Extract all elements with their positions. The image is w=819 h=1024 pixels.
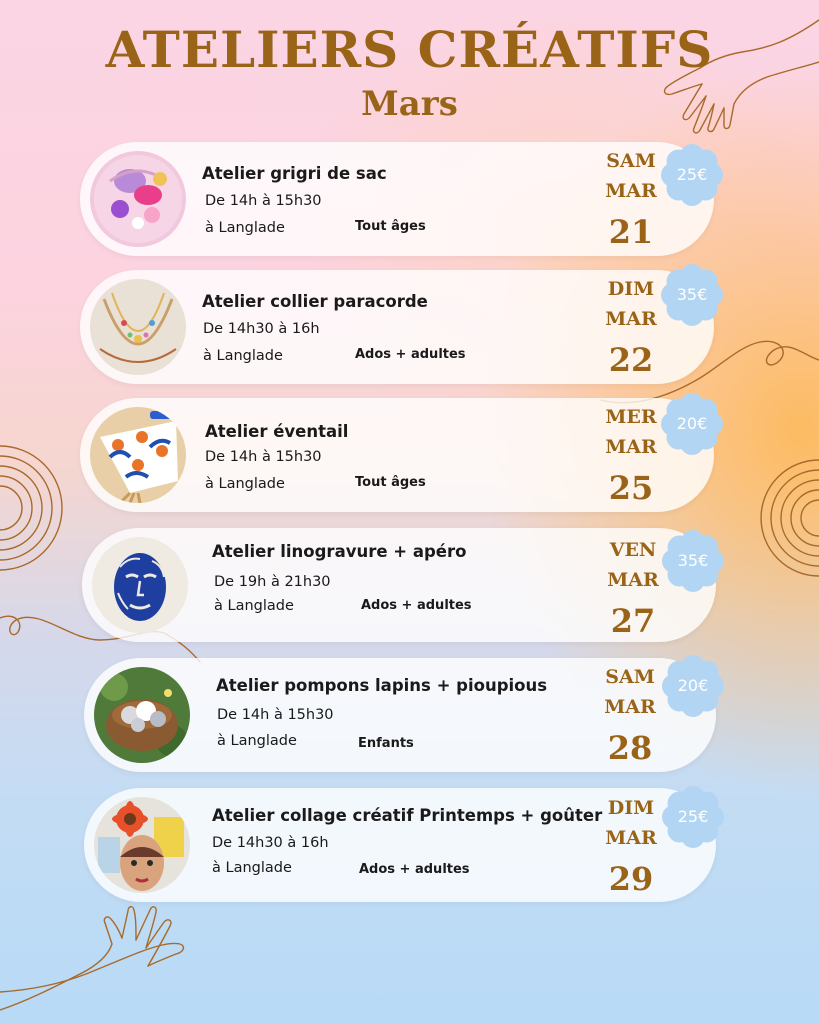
price-label: 20€: [677, 676, 709, 695]
concentric-arcs-left: [0, 446, 62, 570]
price-label: 25€: [677, 807, 709, 826]
price-badge: [661, 144, 723, 206]
date-day: 29: [608, 860, 654, 898]
workshop-age: Tout âges: [355, 219, 426, 234]
price-badge: [662, 655, 724, 717]
workshop-place: à Langlade: [214, 598, 294, 614]
workshop-age: Ados + adultes: [355, 347, 466, 362]
price-label: 25€: [676, 165, 708, 184]
workshop-name: Atelier linogravure + apéro: [212, 542, 467, 561]
workshop-place: à Langlade: [217, 733, 297, 749]
date-day: 22: [608, 341, 654, 379]
hand-bottom-icon: [0, 907, 183, 1010]
date-weekday: SAM: [605, 666, 655, 688]
workshop-name: Atelier collier paracorde: [202, 292, 428, 311]
workshop-time: De 14h30 à 16h: [212, 835, 329, 851]
workshop-age: Enfants: [358, 736, 414, 751]
price-label: 20€: [676, 414, 708, 433]
date-day: 25: [608, 469, 654, 507]
bag-charm-photo-icon: [90, 151, 186, 247]
date-day: 21: [608, 213, 654, 251]
workshop-age: Ados + adultes: [361, 598, 472, 613]
date-weekday: SAM: [606, 150, 656, 172]
workshop-place: à Langlade: [203, 348, 283, 364]
workshop-age: Ados + adultes: [359, 862, 470, 877]
date-weekday: DIM: [607, 797, 655, 819]
date-month: MAR: [605, 180, 657, 202]
price-badge: [661, 393, 723, 455]
workshop-time: De 14h30 à 16h: [203, 321, 320, 337]
workshop-name: Atelier éventail: [205, 422, 349, 441]
workshop-place: à Langlade: [205, 220, 285, 236]
fan-photo-icon: [90, 407, 186, 503]
workshop-name: Atelier grigri de sac: [202, 164, 387, 183]
date-day: 28: [607, 729, 653, 767]
workshop-place: à Langlade: [205, 476, 285, 492]
date-weekday: MER: [605, 406, 657, 428]
date-month: MAR: [605, 827, 657, 849]
pompom-basket-photo-icon: [94, 667, 190, 763]
date-month: MAR: [604, 696, 656, 718]
price-badge: [662, 530, 724, 592]
date-weekday: DIM: [607, 278, 655, 300]
price-label: 35€: [677, 551, 709, 570]
date-weekday: VEN: [609, 539, 657, 561]
page-title: ATELIERS CRÉATIFS: [105, 20, 714, 79]
page-subtitle: Mars: [361, 84, 458, 124]
collage-portrait-photo-icon: [94, 797, 190, 893]
price-badge: [662, 786, 724, 848]
workshop-age: Tout âges: [355, 475, 426, 490]
date-day: 27: [610, 602, 656, 640]
date-month: MAR: [607, 569, 659, 591]
workshop-time: De 19h à 21h30: [214, 574, 331, 590]
price-label: 35€: [676, 285, 708, 304]
workshop-time: De 14h à 15h30: [205, 193, 322, 209]
linocut-face-photo-icon: [92, 537, 188, 633]
concentric-arcs-right: [761, 460, 819, 576]
price-badge: [661, 264, 723, 326]
workshop-time: De 14h à 15h30: [205, 449, 322, 465]
date-month: MAR: [605, 436, 657, 458]
workshop-name: Atelier pompons lapins + pioupious: [216, 676, 548, 695]
date-month: MAR: [605, 308, 657, 330]
workshop-name: Atelier collage créatif Printemps + goûter: [212, 806, 603, 825]
workshop-time: De 14h à 15h30: [217, 707, 334, 723]
workshop-place: à Langlade: [212, 860, 292, 876]
necklace-photo-icon: [90, 279, 186, 375]
